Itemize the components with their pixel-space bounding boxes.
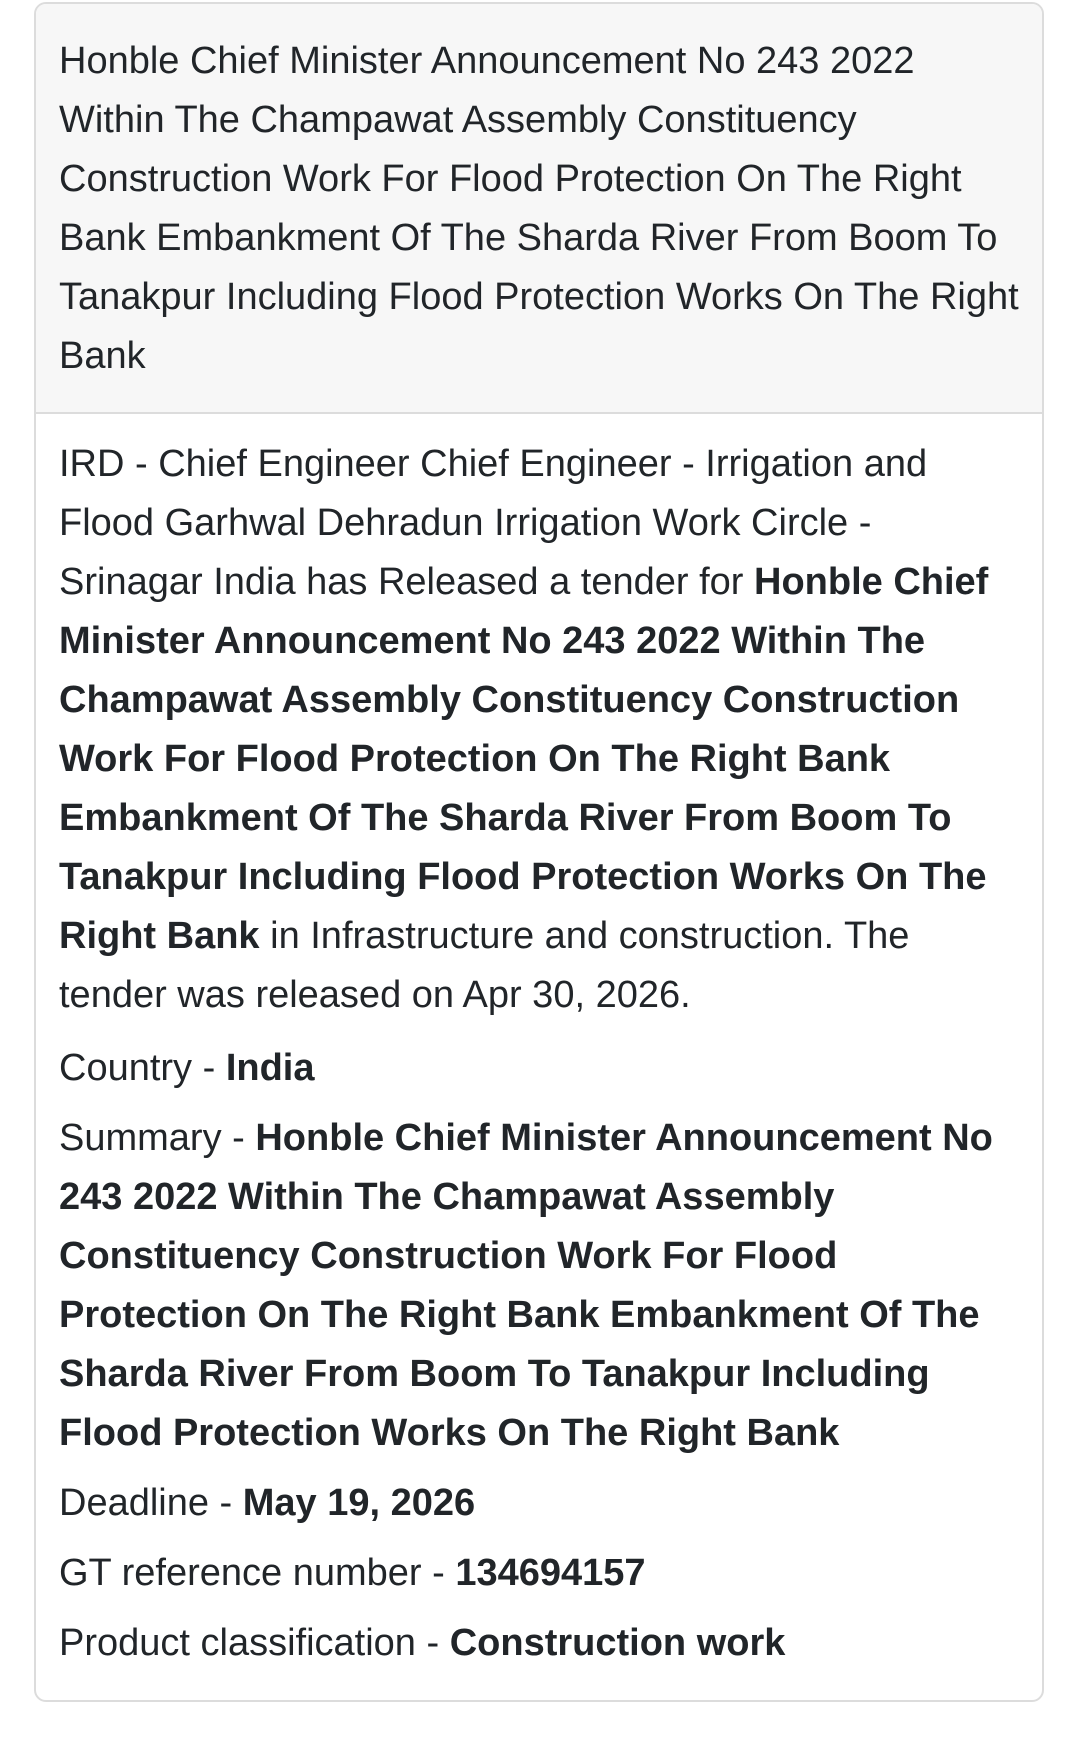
tender-title-bold: Honble Chief Minister Announcement No 243 2022 Within The Champawat Assembly Constituency Construction Work For Flood Protection On The Right Bank Embankment Of The Sharda River From Boom To Tanakpur Including Flood Protection Works On The Right Bank <box>59 561 989 957</box>
product-classification-field <box>59 1614 1020 1673</box>
summary-field <box>59 1109 1020 1463</box>
deadline-field <box>59 1474 1020 1533</box>
product-classification-value: Construction work <box>449 1622 786 1664</box>
gt-reference-value: 134694157 <box>455 1552 646 1594</box>
tender-description <box>59 435 1020 1025</box>
gt-reference-field <box>59 1544 1020 1603</box>
issuing-organization: IRD - Chief Engineer Chief Engineer - Irrigation and Flood Garhwal Dehradun Irrigation Work Circle - Srinagar India <box>59 443 928 603</box>
deadline-value: May 19, 2026 <box>242 1482 476 1524</box>
country-field <box>59 1039 1020 1098</box>
deadline-label: Deadline - <box>59 1482 243 1524</box>
sector-text: in Infrastructure and construction. The tender was released on Apr 30, 2026. <box>59 915 910 1016</box>
gt-reference-label: GT reference number - <box>59 1552 456 1594</box>
tender-title: Honble Chief Minister Announcement No 243 2022 Within The Champawat Assembly Constituency Construction Work For Flood Protection On The Right Bank Embankment Of The Sharda River From Boom To Tanakpur Including Flood Protection Works On The Right Bank <box>59 40 1019 377</box>
tender-card-body <box>36 414 1042 1673</box>
country-value: India <box>225 1047 315 1089</box>
tender-card-header <box>36 4 1042 414</box>
product-classification-label: Product classification - <box>59 1622 450 1664</box>
tender-card <box>34 2 1044 1702</box>
released-text: has Released a tender for <box>295 561 754 603</box>
country-label: Country - <box>59 1047 226 1089</box>
summary-label: Summary - <box>59 1117 256 1159</box>
summary-value: Honble Chief Minister Announcement No 243 2022 Within The Champawat Assembly Constituency Construction Work For Flood Protection On The Right Bank Embankment Of The Sharda River From Boom To Tanakpur Including Flood Protection Works On The Right Bank <box>59 1117 993 1454</box>
